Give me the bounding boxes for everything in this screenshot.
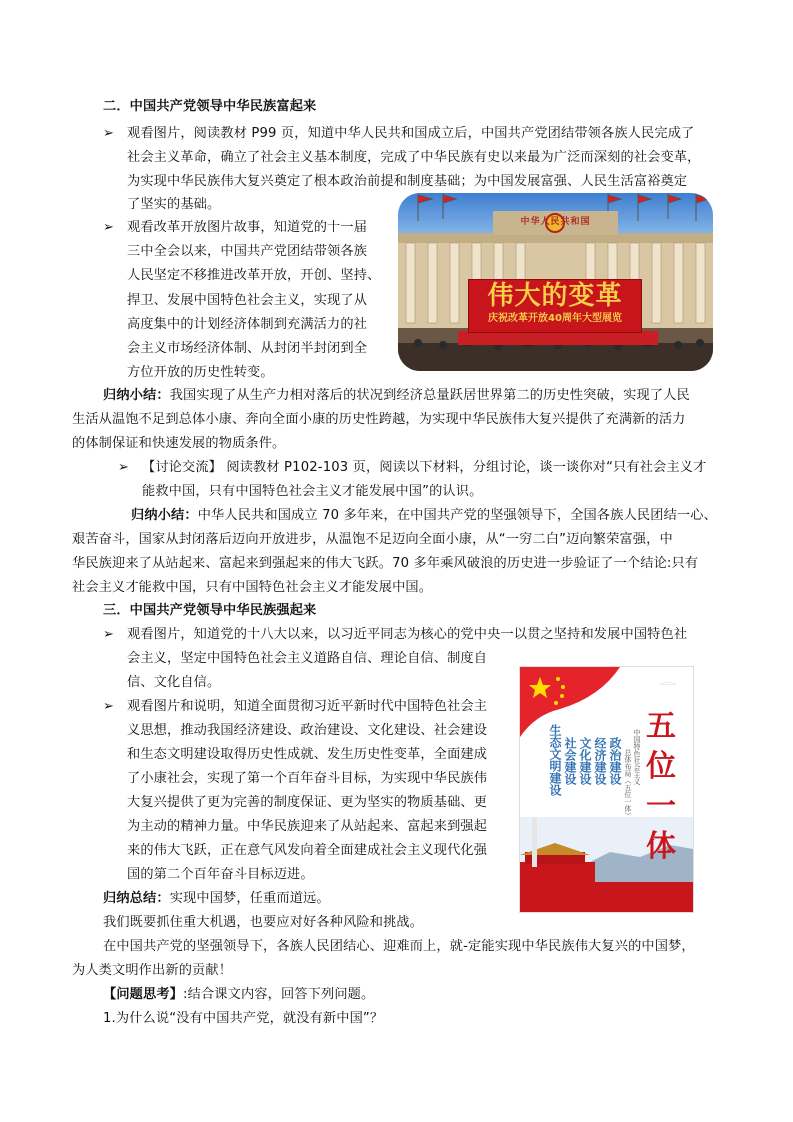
summary2-label: 归纳小结： [131, 508, 198, 523]
title-char: 五 [646, 709, 676, 744]
summary1-line-0 [103, 385, 690, 407]
summary2-line-1: 艰苦奋斗，国家从封闭落后迈向开放进步，从温饱不足迈向全面小康，从“一穷二白”迈向繁荣富强，中 [72, 532, 673, 547]
section2-heading: 二．中国共产党领导中华民族富起来 [103, 99, 317, 114]
s3-summary-line [103, 888, 330, 910]
column-culture: 文化建设 [578, 737, 592, 785]
five-construction-columns [548, 724, 622, 827]
discussion-line-1: 能救中国，只有中国特色社会主义才能发展中国”的认识。 [142, 484, 483, 499]
poster-big-title [639, 707, 683, 867]
s2-b2-line-6: 方位开放的历史性转变。 [127, 365, 274, 380]
column-society: 社会建设 [563, 737, 577, 785]
summary1-text: 我国实现了从生产力相对落后的状况到经济总量跃居世界第二的历史性突破，实现了人民 [169, 388, 690, 403]
discussion-line-0: 【讨论交流】 阅读教材 P102-103 页，阅读以下材料，分组讨论，谈一谈你对“只有社会主义才 [142, 460, 707, 475]
s3-para2-line-1: 为人类文明作出新的贡献！ [72, 963, 233, 978]
exhibition-banner [468, 279, 642, 333]
bullet-arrow-icon: ➢ [103, 699, 114, 714]
summary2-line-2: 华民族迎来了从站起来、富起来到强起来的伟大飞跃。70 多年乘风破浪的历史进一步验证了一个结论:只有 [72, 556, 699, 571]
s2-b2-line-3: 捍卫、发展中国特色社会主义，实现了从 [127, 293, 368, 308]
s3-summary-label: 归纳总结： [103, 891, 170, 906]
summary2-line-0 [131, 505, 717, 527]
title-char: 位 [646, 749, 676, 784]
bullet-arrow-icon: ➢ [103, 627, 114, 642]
great-change-exhibition-photo [398, 193, 713, 371]
s3-b2-line-6: 来的伟大飞跃，正在意气风发向着全面建成社会主义现代化强 [127, 843, 488, 858]
s2-b1-line-0: 观看图片，阅读教材 P99 页，知道中华人民共和国成立后，中国共产党团结带领各族人民完成了 [127, 126, 695, 141]
banner-subtitle: 庆祝改革开放40周年大型展览 [488, 313, 622, 324]
roof-sign: 中华人民共和国 [520, 217, 591, 227]
s3-b2-line-2: 和生态文明建设取得历史性成就、发生历史性变革，全面建成 [127, 747, 488, 762]
s3-b1-line-2: 信、文化自信。 [127, 675, 221, 690]
s3-b2-line-4: 大复兴提供了更为完善的制度保证、更为坚实的物质基础、更 [127, 795, 488, 810]
title-char: 体 [646, 829, 676, 864]
s3-b2-line-7: 国的第二个百年奋斗目标迈进。 [127, 867, 314, 882]
bullet-arrow-icon: ➢ [103, 220, 114, 235]
s3-b1-line-1: 会主义，坚定中国特色社会主义道路自信、理论自信、制度自 [127, 651, 488, 666]
title-char: 一 [646, 789, 676, 824]
s3-b2-line-1: 义思想，推动我国经济建设、政治建设、文化建设、社会建设 [127, 723, 488, 738]
questions-intro-line [103, 984, 374, 1006]
summary2-text: 中华人民共和国成立 70 多年来，在中国共产党的坚强领导下，全国各族人民团结一心、 [197, 508, 717, 523]
section3-heading: 三．中国共产党领导中华民族强起来 [103, 603, 317, 618]
s3-b2-line-0: 观看图片和说明，知道全面贯彻习近平新时代中国特色社会主 [127, 699, 488, 714]
questions-intro: :结合课文内容，回答下列问题。 [183, 987, 375, 1002]
banner-title: 伟大的变革 [487, 281, 623, 311]
s3-b2-line-3: 了小康社会，实现了第一个百年奋斗目标，为实现中华民族伟 [127, 771, 488, 786]
poster-caption-1: 中国特色社会主义 [633, 729, 641, 785]
summary1-line-1: 生活从温饱不足到总体小康、奔向全面小康的历史性跨越，为实现中华民族伟大复兴提供了充满新的活力 [72, 412, 686, 427]
summary2-line-3: 社会主义才能救中国，只有中国特色社会主义才能发展中国。 [72, 580, 433, 595]
s3-b1-line-0: 观看图片，知道党的十八大以来，以习近平同志为核心的党中央一以贯之坚持和发展中国特色社 [127, 627, 688, 642]
column-economy: 经济建设 [593, 737, 607, 785]
s2-b1-line-2: 为实现中华民族伟大复兴奠定了根本政治前提和制度基础；为中国发展富强、人民生活富裕奠定 [127, 174, 688, 189]
five-in-one-poster [519, 666, 694, 913]
column-politics: 政治建设 [608, 737, 622, 785]
s2-b2-line-5: 会主义市场经济体制、从封闭半封闭到全 [127, 341, 368, 356]
question-1: 1.为什么说“没有中国共产党，就没有新中国”？ [103, 1011, 384, 1026]
s2-b1-line-3: 了坚实的基础。 [127, 197, 221, 212]
s2-b1-line-1: 社会主义革命，确立了社会主义基本制度，完成了中华民族有史以来最为广泛而深刻的社会变革， [127, 150, 701, 165]
s2-b2-line-1: 三中全会以来，中国共产党团结带领各族 [127, 244, 368, 259]
s2-b2-line-0: 观看改革开放图片故事，知道党的十一届 [127, 220, 368, 235]
summary1-label: 归纳小结： [103, 388, 170, 403]
s2-b2-line-2: 人民坚定不移推进改革开放，开创、坚持、 [127, 268, 381, 283]
column-ecology: 生态文明建设 [548, 724, 562, 796]
s3-para1: 我们既要抓住重大机遇，也要应对好各种风险和挑战。 [103, 915, 424, 930]
poster-caption-2: 总体布局（五位一体） [624, 749, 632, 819]
summary1-line-2: 的体制保证和快速发展的物质条件。 [72, 436, 286, 451]
s3-para2-line-0: 在中国共产党的坚强领导下，各族人民团结心、迎难而上，就-定能实现中华民族伟大复兴的中国梦， [103, 939, 695, 954]
questions-label: 【问题思考】 [103, 987, 184, 1002]
bullet-arrow-icon: ➢ [103, 126, 114, 141]
s2-b2-line-4: 高度集中的计划经济体制到充满活力的社 [127, 317, 368, 332]
bullet-arrow-icon: ➢ [118, 460, 129, 475]
s3-b2-line-5: 为主动的精神力量。中华民族迎来了从站起来、富起来到强起 [127, 819, 488, 834]
s3-summary-text: 实现中国梦，任重而道远。 [169, 891, 330, 906]
